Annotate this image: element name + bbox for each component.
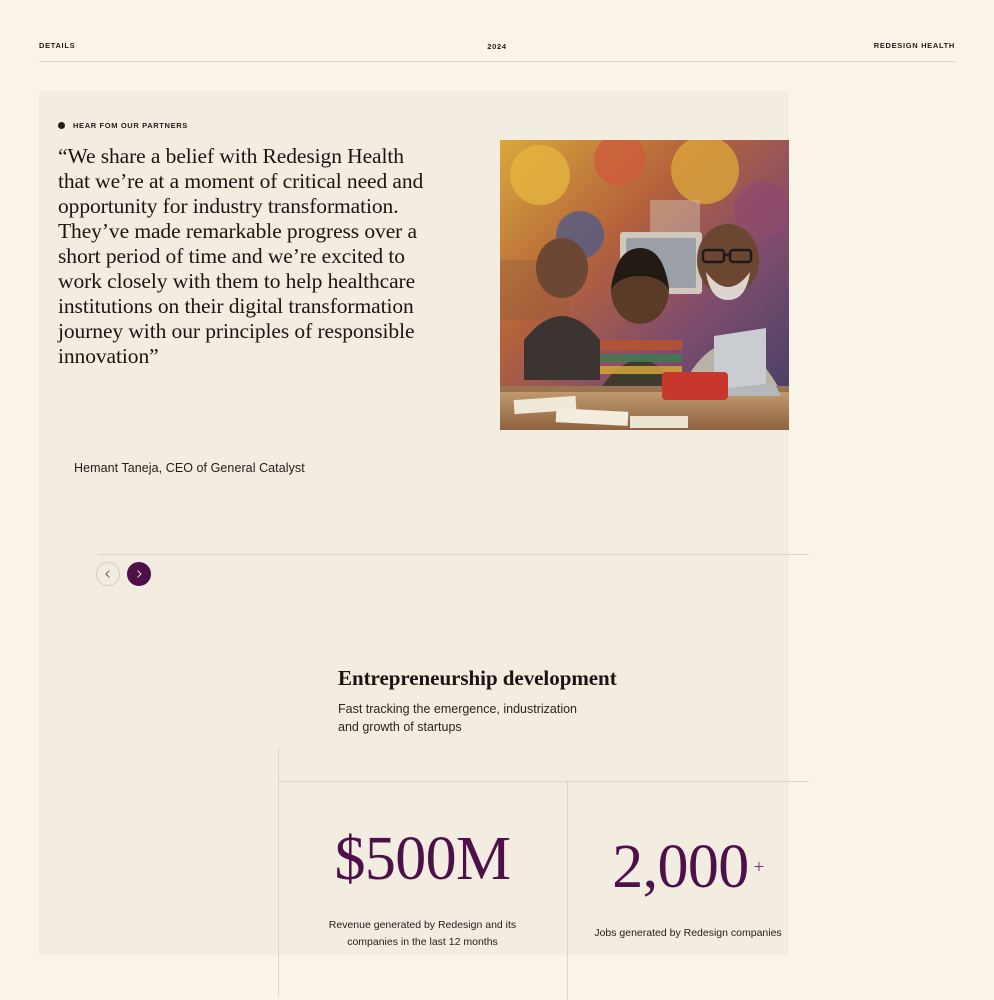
stat-card-revenue (278, 781, 567, 997)
stat-description-jobs: Jobs generated by Redesign companies (594, 927, 782, 940)
testimonial-eyebrow (58, 121, 770, 130)
testimonial-attribution: Hemant Taneja, CEO of General Catalyst (74, 461, 305, 475)
photo-graphic (500, 140, 789, 430)
entrepreneurship-title: Entrepreneurship development (338, 666, 617, 690)
content-panel (39, 91, 789, 955)
next-arrow-icon[interactable] (127, 562, 151, 586)
stats-grid (278, 747, 809, 997)
header-left-label: DETAILS (39, 41, 76, 50)
stat-description-revenue: Revenue generated by Redesign and its companies in the last 12 months (328, 919, 517, 948)
stat-card-jobs (567, 781, 809, 997)
page-header (39, 32, 955, 62)
testimonial-section (58, 121, 770, 475)
entrepreneurship-section (338, 666, 818, 737)
testimonial-photo (500, 140, 789, 430)
carousel-controls (96, 562, 151, 586)
stat-suffix-jobs: + (753, 857, 764, 879)
stat-value-revenue: $500M (334, 825, 511, 894)
testimonial-eyebrow-label: HEAR FOM OUR PARTNERS (73, 121, 188, 130)
stat-value-jobs-wrap (612, 833, 764, 902)
header-year-label: 2024 (487, 42, 507, 51)
prev-arrow-icon[interactable] (96, 562, 120, 586)
testimonial-divider (97, 554, 809, 555)
stat-value-revenue-wrap (334, 825, 511, 894)
entrepreneurship-subtitle: Fast tracking the emergence, industrization and growth of startups (338, 702, 578, 734)
testimonial-quote: “We share a belief with Redesign Health that we’re at a moment of critical need and opportunity for industry transformation. They’ve made remarkable progress over a short period of time and we’re excited to work closely with them to help healthcare institutions on their digital transformation journey with our principles of responsible innovation” (58, 144, 424, 368)
header-brand-label: REDESIGN HEALTH (873, 41, 955, 50)
stat-value-jobs: 2,000 (612, 833, 749, 902)
bullet-dot-icon (58, 122, 65, 129)
